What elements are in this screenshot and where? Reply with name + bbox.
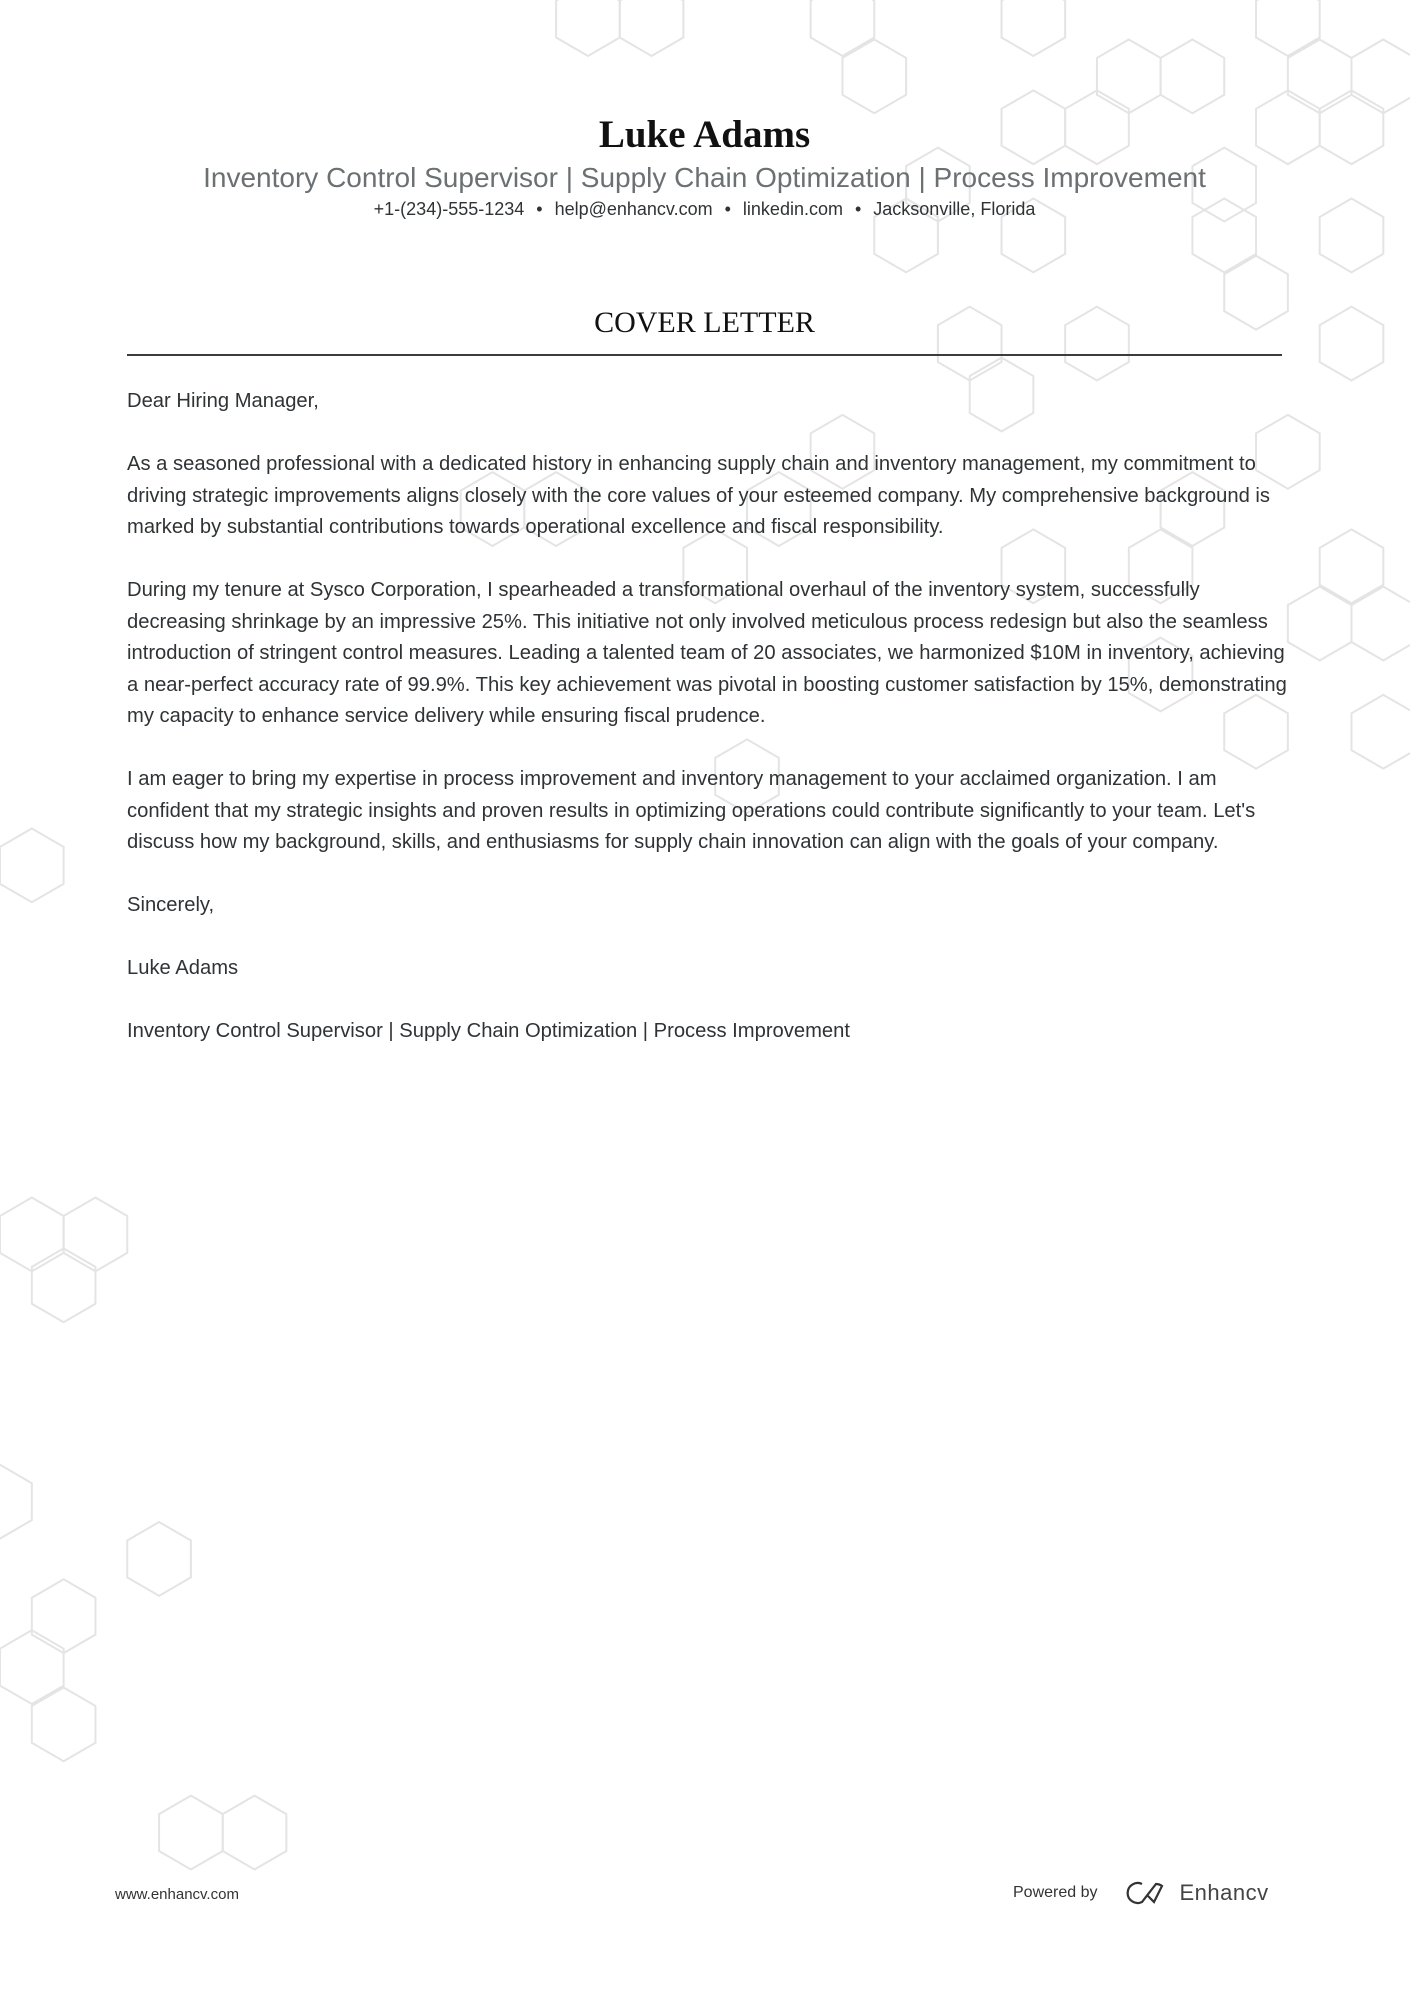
signature-title: Inventory Control Supervisor | Supply Chain Optimization | Process Improvement bbox=[127, 1020, 850, 1042]
hexagon-shape bbox=[1320, 199, 1384, 273]
hexagon-shape bbox=[0, 828, 64, 902]
hexagon-shape bbox=[127, 1522, 191, 1596]
hexagon-shape bbox=[1161, 39, 1225, 113]
hexagon-shape bbox=[1256, 0, 1320, 56]
section-title: COVER LETTER bbox=[594, 306, 815, 339]
hexagon-shape bbox=[32, 1579, 96, 1653]
hexagon-shape bbox=[1320, 307, 1384, 381]
hexagon-shape bbox=[1352, 39, 1410, 113]
hexagon-shape bbox=[0, 1465, 32, 1539]
hexagon-shape bbox=[811, 0, 875, 56]
hexagon-shape bbox=[223, 1796, 287, 1870]
hexagon-shape bbox=[1002, 0, 1066, 56]
separator-dot: • bbox=[854, 199, 862, 219]
powered-by bbox=[1013, 1880, 1269, 1906]
hexagon-shape bbox=[1320, 90, 1384, 164]
email[interactable]: help@enhancv.com bbox=[554, 199, 713, 219]
hexagon-shape bbox=[620, 0, 684, 56]
paragraph: I am eager to bring my expertise in process improvement and inventory management to your acclaimed organization. I am confident that my strategic insights and proven results in optimizing operations could contribute significantly to your team. Let's discuss how my background, skills, and enthusiasms for supply chain innovation can align with the goals of your company. bbox=[127, 768, 1256, 853]
paragraph: As a seasoned professional with a dedicated history in enhancing supply chain and inventory management, my commitment to driving strategic improvements aligns closely with the core values of your esteemed company. My comprehensive background is marked by substantial contributions towards operational excellence and fiscal responsibility. bbox=[127, 453, 1270, 538]
contact-info bbox=[127, 199, 1282, 220]
hexagon-shape bbox=[0, 1198, 64, 1272]
phone: +1-(234)-555-1234 bbox=[373, 199, 525, 219]
separator-dot: • bbox=[536, 199, 543, 219]
hexagon-shape bbox=[32, 1248, 96, 1322]
hexagon-shape bbox=[1097, 39, 1161, 113]
letter-body bbox=[127, 386, 1287, 1079]
location: Jacksonville, Florida bbox=[873, 199, 1036, 219]
candidate-name: Luke Adams bbox=[598, 113, 811, 156]
paragraph: During my tenure at Sysco Corporation, I spearheaded a transformational overhaul of the inventory system, successfully decreasing shrinkage by an impressive 25%. This initiative not only involved meticulous process redesign but also the seamless introduction of stringent control measures. Leading a talented team of 20 associates, we harmonized $10M in inventory, achieving a near-perfect accuracy rate of 99.9%. This key achievement was pivotal in boosting customer satisfaction by 15%, demonstrating my capacity to enhance service delivery while ensuring fiscal prudence. bbox=[127, 579, 1287, 727]
linkedin-link[interactable]: linkedin.com bbox=[742, 199, 843, 219]
powered-by-label: Powered by bbox=[1013, 1884, 1098, 1901]
enhancv-brand: Enhancv bbox=[1179, 1880, 1269, 1905]
closing: Sincerely, bbox=[127, 894, 215, 916]
hexagon-shape bbox=[64, 1198, 128, 1272]
candidate-headline: Inventory Control Supervisor | Supply Chain Optimization | Process Improvement bbox=[203, 162, 1206, 193]
separator-dot: • bbox=[724, 199, 731, 219]
website-link[interactable]: www.enhancv.com bbox=[115, 1886, 239, 1903]
hexagon-shape bbox=[1352, 695, 1410, 769]
section-divider bbox=[127, 354, 1282, 356]
greeting: Dear Hiring Manager, bbox=[127, 390, 319, 412]
hexagon-shape bbox=[159, 1796, 223, 1870]
hexagon-shape bbox=[556, 0, 620, 56]
signature-name: Luke Adams bbox=[127, 957, 239, 979]
enhancv-logo-icon bbox=[1126, 1880, 1172, 1906]
